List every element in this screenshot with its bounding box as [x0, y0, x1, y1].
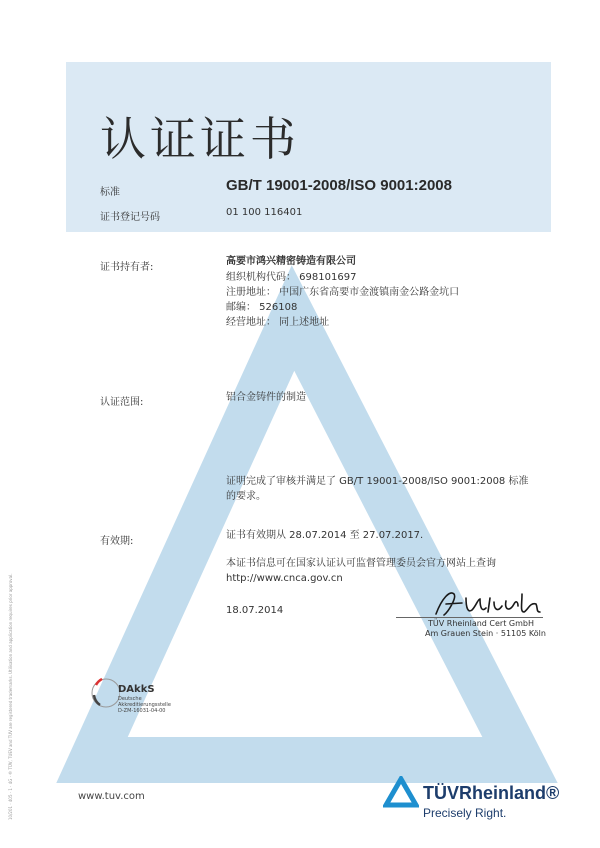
statement-line-1: 证明完成了审核并满足了 GB/T 19001-2008/ISO 9001:2008 标准: [226, 476, 529, 487]
dakks-name: DAkkS: [118, 684, 155, 695]
holder-org-code: 组织机构代码： 698101697: [226, 272, 357, 283]
cert-reg-label: 证书登记号码: [100, 212, 160, 223]
dakks-line-3: D-ZM-16031-04-00: [118, 708, 166, 714]
tuv-triangle-logo-icon: [383, 776, 419, 808]
standard-label: 标准: [100, 187, 120, 198]
issue-date: 18.07.2014: [226, 605, 284, 616]
dakks-line-1: Deutsche: [118, 696, 142, 702]
standard-value: GB/T 19001-2008/ISO 9001:2008: [226, 177, 452, 194]
footer-url: www.tuv.com: [78, 791, 145, 802]
issuer-address: Am Grauen Stein · 51105 Köln: [425, 629, 546, 638]
validity-note-1: 本证书信息可在国家认证认可监督管理委员会官方网站上查询: [226, 558, 496, 569]
validity-label: 有效期:: [100, 536, 134, 547]
holder-reg-address: 注册地址： 中国广东省高要市金渡镇南金公路金坑口: [226, 287, 460, 298]
scope-value: 铝合金铸件的制造: [226, 392, 306, 403]
holder-biz-address: 经营地址： 同上述地址: [226, 317, 330, 328]
issuer-name: TÜV Rheinland Cert GmbH: [428, 619, 534, 628]
signature-icon: [432, 588, 544, 620]
dakks-line-2: Akkreditierungsstelle: [118, 702, 171, 708]
holder-label: 证书持有者:: [100, 262, 154, 273]
dakks-logo-icon: [90, 675, 120, 711]
holder-company: 高要市鸿兴精密铸造有限公司: [226, 256, 356, 267]
tuv-brand: TÜVRheinland®: [423, 783, 560, 803]
scope-label: 认证范围:: [100, 397, 144, 408]
holder-postcode: 邮编： 526108: [226, 302, 298, 313]
cnca-url: http://www.cnca.gov.cn: [226, 573, 343, 584]
certificate-title: 认证证书: [100, 112, 300, 166]
cert-reg-value: 01 100 116401: [226, 207, 303, 218]
signature-line: [396, 617, 543, 618]
validity-value: 证书有效期从 28.07.2014 至 27.07.2017.: [226, 530, 424, 541]
statement-line-2: 的要求。: [226, 491, 266, 502]
tuv-tagline: Precisely Right.: [423, 806, 507, 820]
trademark-side-note: 10/201 · 405 · 1 · 4G · ® TÜV, TUEV and TUV are registered trademarks. Utilisation and application requires prior approval.: [8, 573, 13, 820]
